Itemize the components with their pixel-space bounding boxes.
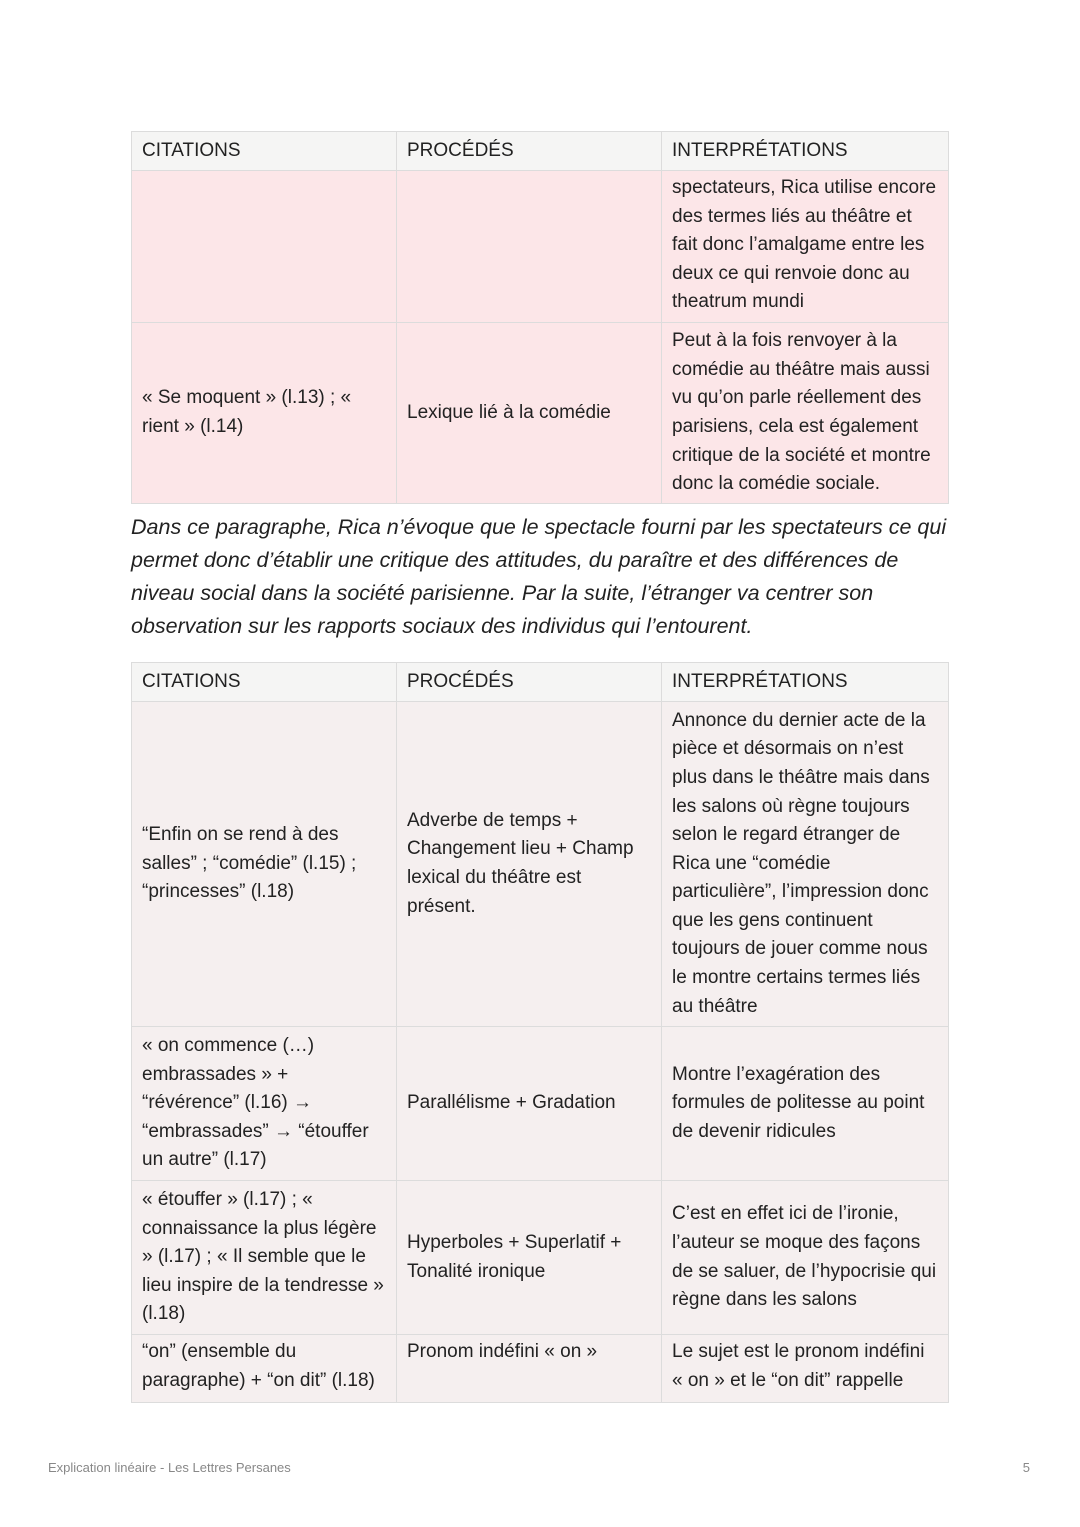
header-procedes: PROCÉDÉS (397, 132, 662, 171)
table-row (132, 1027, 949, 1181)
interpretation-cell: spectateurs, Rica utilise encore des termes liés au théâtre et fait donc l’amalgame entre les deux ce qui renvoie donc au theatrum mundi (662, 171, 949, 323)
citation-cell: « Se moquent » (l.13) ; « rient » (l.14) (132, 323, 397, 504)
table-header-row (132, 132, 949, 171)
header-citations: CITATIONS (132, 132, 397, 171)
citation-cell (132, 171, 397, 323)
header-interpretations: INTERPRÉTATIONS (662, 663, 949, 702)
citation-cell: « on commence (…) embrassades » + “révérence” (l.16) → “embrassades” → “étouffer un autre” (l.17) (132, 1027, 397, 1181)
header-citations: CITATIONS (132, 663, 397, 702)
table-row (132, 323, 949, 504)
table-row (132, 1181, 949, 1335)
interpretation-cell: Peut à la fois renvoyer à la comédie au théâtre mais aussi vu qu’on parle réellement des parisiens, cela est également critique de la société et montre donc la comédie sociale. (662, 323, 949, 504)
table-header-row (132, 663, 949, 702)
procede-cell (397, 171, 662, 323)
analysis-paragraph: Dans ce paragraphe, Rica n’évoque que le spectacle fourni par les spectateurs ce qui permet donc d’établir une critique des attitudes, du paraître et des différences de niveau social dans la société parisienne. Par la suite, l’étranger va centrer son observation sur les rapports sociaux des individus qui l’entourent. (131, 515, 947, 638)
procede-cell: Adverbe de temps + Changement lieu + Champ lexical du théâtre est présent. (397, 702, 662, 1027)
citation-cell: “Enfin on se rend à des salles” ; “comédie” (l.15) ; “princesses” (l.18) (132, 702, 397, 1027)
interpretation-cell: Annonce du dernier acte de la pièce et désormais on n’est plus dans le théâtre mais dans les salons où règne toujours selon le regard étranger de Rica une “comédie particulière”, l’impression donc que les gens continuent toujours de jouer comme nous le montre certains termes liés au théâtre (662, 702, 949, 1027)
table-row (132, 1335, 949, 1403)
procede-cell: Lexique lié à la comédie (397, 323, 662, 504)
header-procedes: PROCÉDÉS (397, 663, 662, 702)
procede-cell: Pronom indéfini « on » (397, 1335, 662, 1403)
page-number: 5 (1022, 1460, 1030, 1475)
citation-cell: “on” (ensemble du paragraphe) + “on dit” (l.18) (132, 1335, 397, 1403)
interpretation-cell: C’est en effet ici de l’ironie, l’auteur se moque des façons de se saluer, de l’hypocrisie qui règne dans les salons (662, 1181, 949, 1335)
procede-cell: Parallélisme + Gradation (397, 1027, 662, 1181)
table-row (132, 171, 949, 323)
interpretation-cell: Le sujet est le pronom indéfini « on » et le “on dit” rappelle (662, 1335, 949, 1403)
procede-cell: Hyperboles + Superlatif + Tonalité ironique (397, 1181, 662, 1335)
interpretation-cell: Montre l’exagération des formules de politesse au point de devenir ridicules (662, 1027, 949, 1181)
citation-cell: « étouffer » (l.17) ; « connaissance la plus légère » (l.17) ; « Il semble que le lieu inspire de la tendresse » (l.18) (132, 1181, 397, 1335)
header-interpretations: INTERPRÉTATIONS (662, 132, 949, 171)
analysis-table-1 (131, 131, 949, 504)
analysis-table-2 (131, 662, 949, 1403)
table-row (132, 702, 949, 1027)
footer-document-title: Explication linéaire - Les Lettres Persanes (48, 1460, 291, 1475)
